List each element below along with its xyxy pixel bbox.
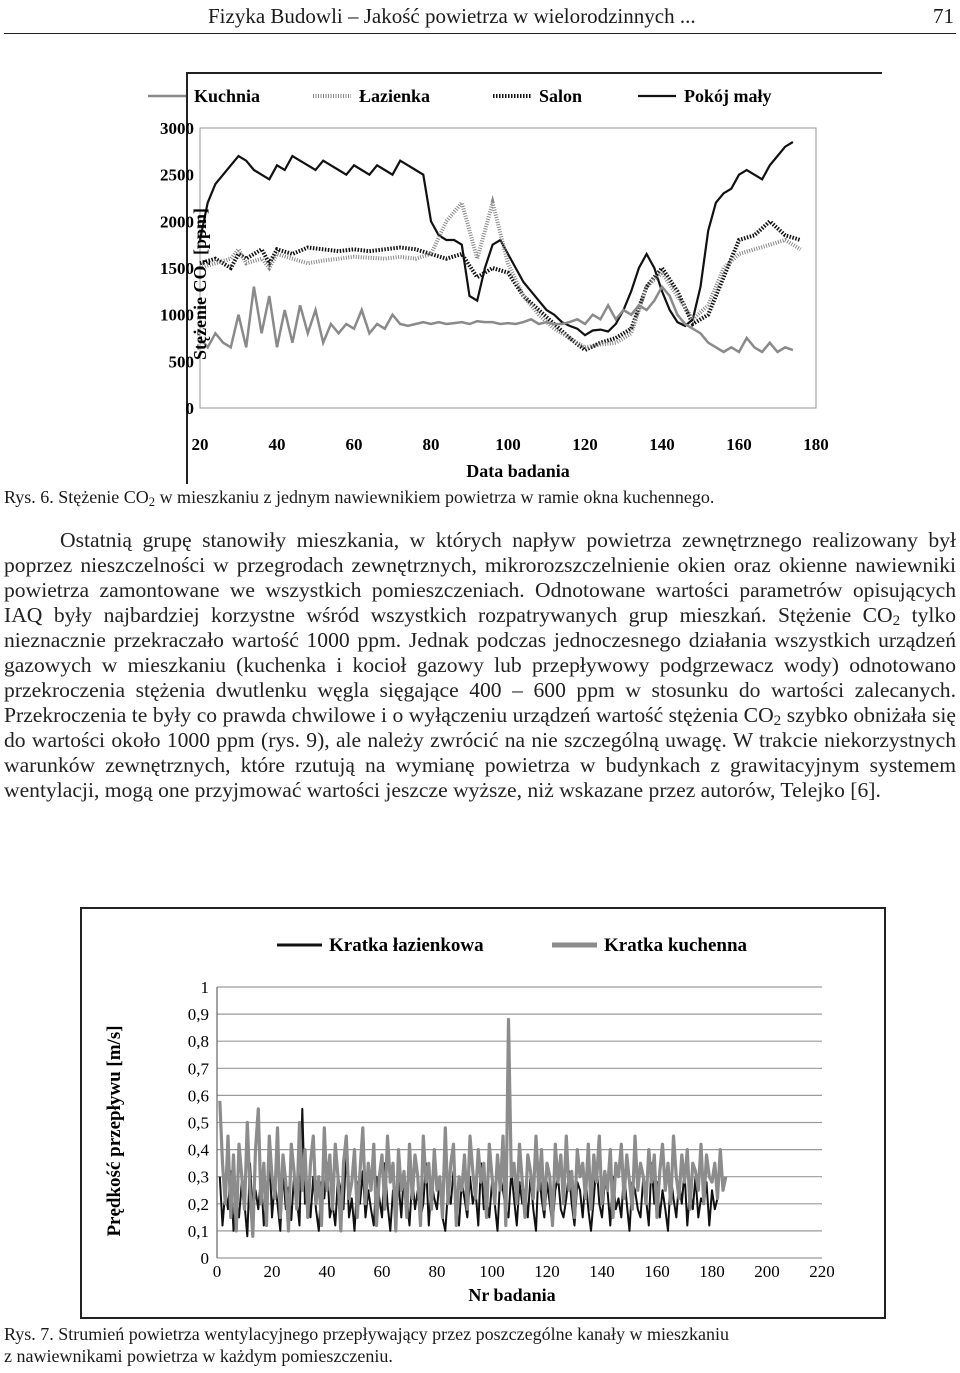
running-header bbox=[0, 0, 960, 36]
flow-x-tick-label: 100 bbox=[479, 1262, 505, 1281]
figure1-caption: Rys. 6. Stężenie $CO_2$ w mieszkaniu z jednym nawiewnikiem powietrza w ramie okna kuchennego. bbox=[4, 487, 715, 509]
flow-y-tick-label: 0,7 bbox=[187, 1059, 209, 1079]
co2-x-tick-label: 180 bbox=[803, 435, 829, 454]
page-number: 71 bbox=[933, 4, 954, 28]
co2-plot-area bbox=[200, 128, 816, 408]
co2-legend-label: Salon bbox=[539, 86, 583, 106]
co2-y-tick-label: 3000 bbox=[160, 119, 194, 138]
figure-flow-chart bbox=[80, 907, 886, 1319]
co2-y-tick-label: 1500 bbox=[160, 259, 194, 278]
flow-y-tick-label: 0 bbox=[200, 1249, 209, 1268]
co2-y-axis-label: Stężenie $CO_2$ [ppm] bbox=[190, 208, 213, 360]
flow-y-tick-label: 0,9 bbox=[187, 1005, 209, 1025]
co2-x-tick-label: 80 bbox=[422, 435, 440, 454]
flow-legend-label: Kratka kuchenna bbox=[604, 935, 748, 956]
flow-y-tick-label: 1 bbox=[200, 978, 209, 997]
co2-x-tick-label: 20 bbox=[191, 435, 209, 454]
figure2-caption: Rys. 7. Strumień powietrza wentylacyjnego przepływający przez poszczególne kanały w mieszkaniu z nawiewnikami powietrza w każdym pomieszczeniu. bbox=[4, 1324, 730, 1366]
flow-x-axis-label: Nr badania bbox=[468, 1285, 556, 1305]
co2-y-tick-label: 0 bbox=[185, 399, 194, 418]
co2-legend-label: Pokój mały bbox=[684, 86, 772, 106]
co2-legend-label: Łazienka bbox=[359, 86, 431, 106]
co2-y-tick-label: 2500 bbox=[160, 165, 194, 185]
flow-y-tick-label: 0,1 bbox=[187, 1221, 209, 1241]
co2-x-tick-label: 60 bbox=[345, 435, 363, 454]
flow-y-tick-label: 0,8 bbox=[187, 1032, 209, 1052]
flow-x-tick-label: 120 bbox=[534, 1262, 560, 1281]
flow-y-tick-label: 0,4 bbox=[187, 1140, 209, 1160]
co2-legend-label: Kuchnia bbox=[194, 86, 261, 106]
co2-y-tick-label: 1000 bbox=[160, 305, 194, 325]
co2-series-0 bbox=[200, 142, 793, 335]
flow-x-tick-label: 180 bbox=[699, 1262, 725, 1281]
flow-x-tick-label: 220 bbox=[809, 1262, 835, 1281]
flow-y-axis-label: Prędkość przepływu [m/s] bbox=[104, 1025, 125, 1237]
flow-x-tick-label: 40 bbox=[318, 1262, 336, 1281]
flow-x-tick-label: 0 bbox=[212, 1262, 222, 1281]
flow-y-tick-label: 0,3 bbox=[187, 1167, 209, 1187]
header-title: Fizyka Budowli – Jakość powietrza w wielorodzinnych ... bbox=[208, 4, 696, 28]
flow-chart-svg bbox=[82, 909, 884, 1317]
flow-y-tick-label: 0,6 bbox=[187, 1086, 209, 1106]
body-paragraph: Ostatnią grupę stanowiły mieszkania, w których napływ powietrza zewnętrznego realizowany był poprzez nieszczelności w przegrodach zewnętrznych, mikrorozszczelnienie okien oraz okienne nawiewniki powietrza zamontowane we wszystkich pomieszczeniach. Odnotowane wartości parametrów opisujących IAQ były najbardziej korzystne wśród wszystkich rozpatrywanych grup mieszkań. Stężenie $CO_2$ tylko nieznacznie przekraczało wartość 1000 ppm. Jednak podczas jednoczesnego działania wszystkich urządzeń gazowych w mieszkaniu (kuchenka i kocioł gazowy lub przepływowy podgrzewacz wody) odnotowano przekroczenia stężenia dwutlenku węgla sięgające 400 – 600 ppm w stosunku do wartości zalecanych. Przekroczenia te były co prawda chwilowe i o wyłączeniu urządzeń wartość stężenia $CO_2$ szybko obniżała się do wartości około 1000 ppm (rys. 9), ale należy zwrócić na nie szczególną uwagę. W trakcie niekorzystnych warunków zewnętrznych, które rzutują na wymianę powietrza w budynkach z grawitacyjnym systemem wentylacji, mogą one przyjmować wartości jeszcze wyższe, niż wskazane przez autorów, Telejko [6]. bbox=[4, 528, 956, 802]
flow-x-tick-label: 80 bbox=[428, 1262, 446, 1281]
co2-x-tick-label: 120 bbox=[572, 435, 598, 454]
co2-x-tick-label: 140 bbox=[649, 435, 675, 454]
header-rule bbox=[4, 33, 956, 34]
flow-x-tick-label: 160 bbox=[644, 1262, 670, 1281]
co2-y-tick-label: 2000 bbox=[160, 212, 194, 232]
co2-chart-svg bbox=[160, 74, 882, 484]
co2-x-axis-label: Data badania bbox=[466, 461, 570, 481]
flow-x-tick-label: 200 bbox=[754, 1262, 780, 1281]
flow-x-tick-label: 140 bbox=[589, 1262, 615, 1281]
co2-x-tick-label: 160 bbox=[726, 435, 752, 454]
flow-x-tick-label: 20 bbox=[263, 1262, 281, 1281]
flow-x-tick-label: 60 bbox=[373, 1262, 391, 1281]
flow-y-tick-label: 0,5 bbox=[187, 1113, 209, 1133]
figure-co2-chart bbox=[160, 72, 882, 484]
flow-y-tick-label: 0,2 bbox=[187, 1194, 209, 1214]
flow-legend-label: Kratka łazienkowa bbox=[329, 935, 484, 956]
co2-x-tick-label: 40 bbox=[268, 435, 286, 454]
co2-x-tick-label: 100 bbox=[495, 435, 521, 454]
co2-y-tick-label: 500 bbox=[168, 352, 194, 372]
